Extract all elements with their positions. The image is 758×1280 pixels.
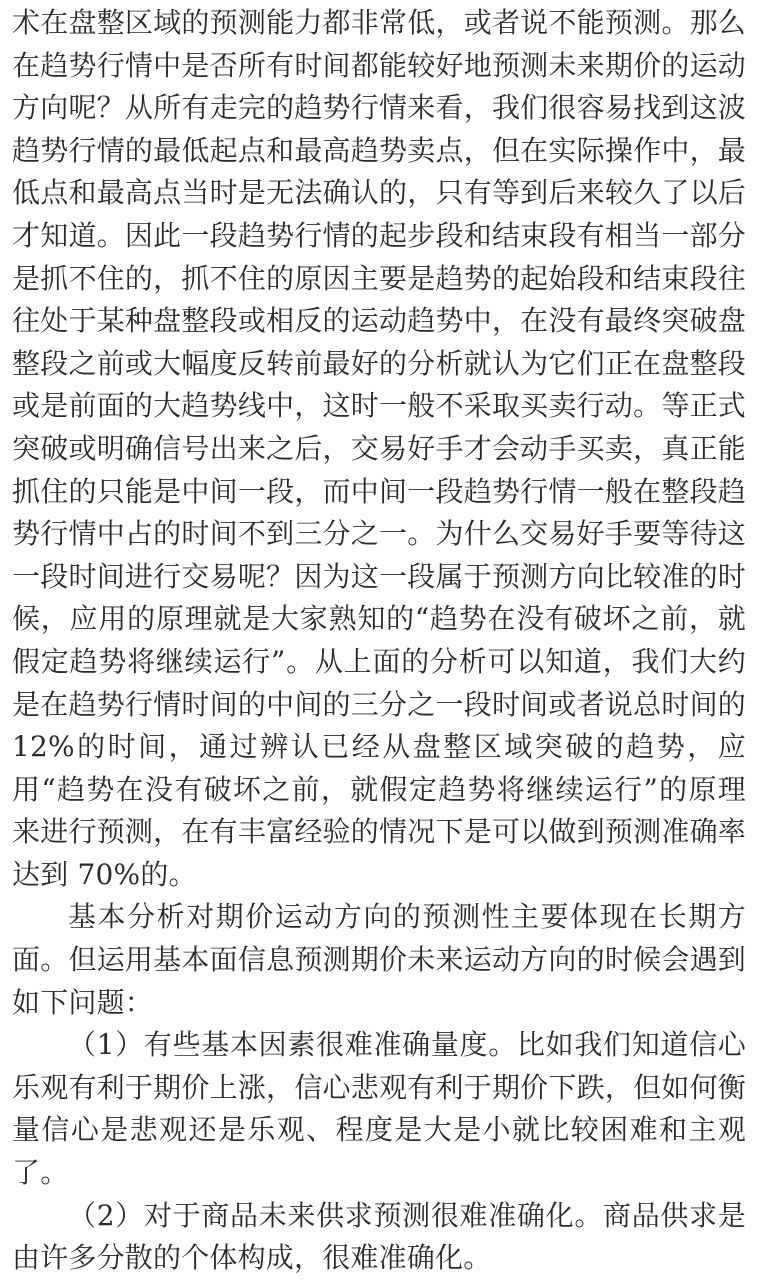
paragraph-point-1: （1）有些基本因素很难准确量度。比如我们知道信心乐观有利于期价上涨，信心悲观有利于期价下跌，但如何衡量信心是悲观还是乐观、程度是大是小就比较困难和主观了。 [12,1028,746,1190]
paragraph-trend-prediction: 术在盘整区域的预测能力都非常低，或者说不能预测。那么在趋势行情中是否所有时间都能较好地预测未来期价的运动方向呢？从所有走完的趋势行情来看，我们很容易找到这波趋势行情的最低起点和最高趋势卖点，但在实际操作中，最低点和最高点当时是无法确认的，只有等到后来较久了以后才知道。因此一段趋势行情的起步段和结束段有相当一部分是抓不住的，抓不住的原因主要是趋势的起始段和结束段往往处于某种盘整段或相反的运动趋势中，在没有最终突破盘整段之前或大幅度反转前最好的分析就认为它们正在盘整段或是前面的大趋势线中，这时一般不采取买卖行动。等正式突破或明确信号出来之后，交易好手才会动手买卖，真正能抓住的只能是中间一段，而中间一段趋势行情一般在整段趋势行情中占的时间不到三分之一。为什么交易好手要等待这一段时间进行交易呢？因为这一段属于预测方向比较准的时候，应用的原理就是大家熟知的“趋势在没有破坏之前，就假定趋势将继续运行”。从上面的分析可以知道，我们大约是在趋势行情时间的中间的三分之一段时间或者说总时间的 12%的时间，通过辨认已经从盘整区域突破的趋势，应用“趋势在没有破坏之前，就假定趋势将继续运行”的原理来进行预测，在有丰富经验的情况下是可以做到预测准确率达到 70%的。 [12,6,746,891]
paragraph-fundamental-analysis: 基本分析对期价运动方向的预测性主要体现在长期方面。但运用基本面信息预测期价未来运动方向的时候会遇到如下问题： [12,900,746,1019]
paragraph-point-2: （2）对于商品未来供求预测很难准确化。商品供求是由许多分散的个体构成，很难准确化。 [12,1198,746,1275]
